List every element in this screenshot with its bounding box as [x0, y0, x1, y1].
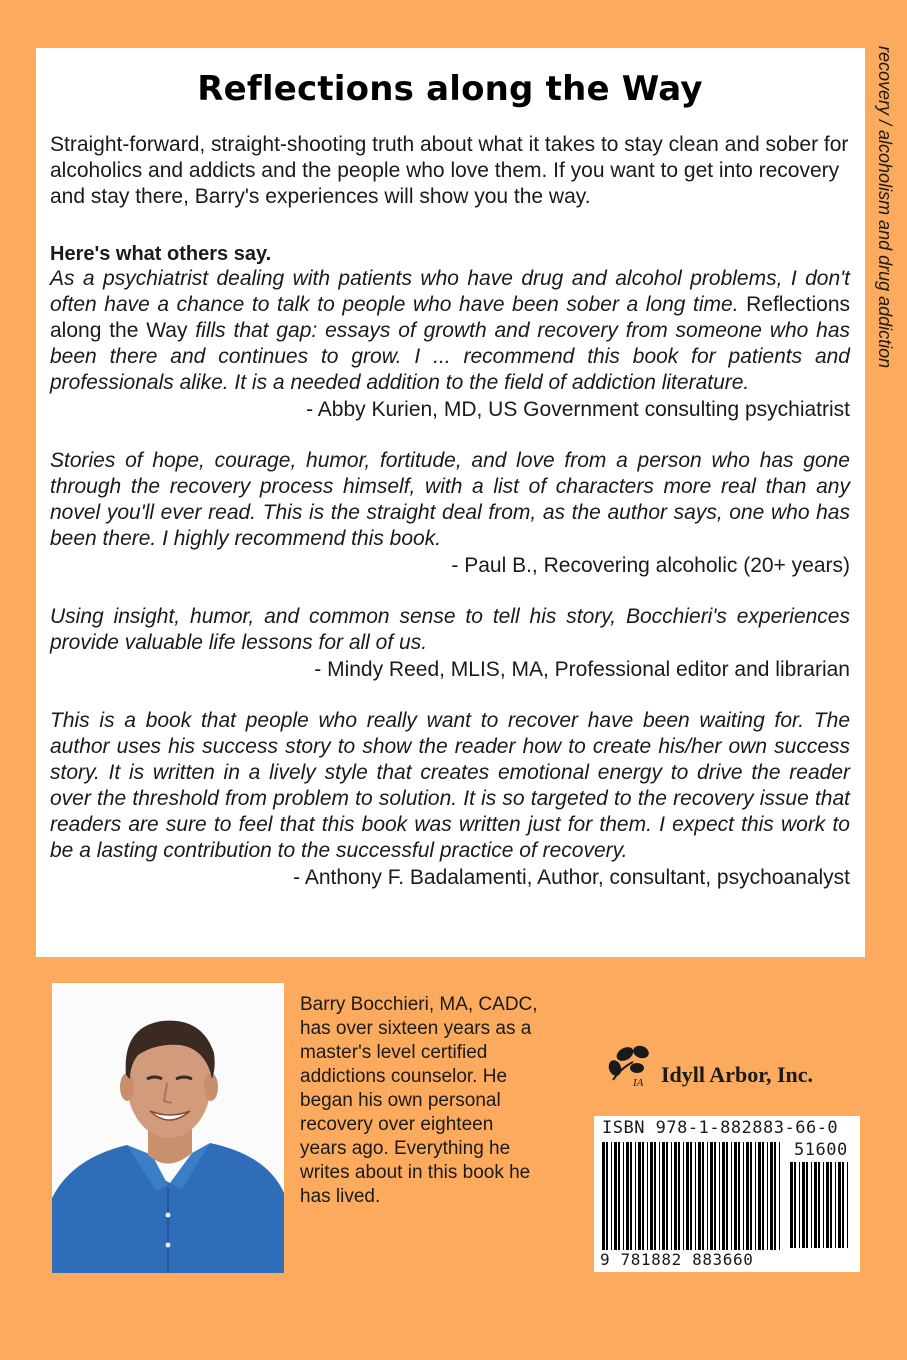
barcode-bar: [686, 1142, 689, 1250]
ean-barcode-bars: [602, 1142, 784, 1250]
review-attribution: - Anthony F. Badalamenti, Author, consultant, psychoanalyst: [293, 866, 850, 889]
isbn-number: ISBN 978-1-882883-66-0: [602, 1118, 839, 1138]
barcode-bar: [683, 1142, 684, 1250]
barcode-bar: [826, 1162, 829, 1248]
barcode-bar: [738, 1142, 740, 1250]
reviews-heading: Here's what others say.: [50, 243, 272, 265]
barcode-bar: [666, 1142, 668, 1250]
barcode-bar: [774, 1142, 776, 1250]
barcode-bar: [674, 1142, 677, 1250]
author-bio: Barry Bocchieri, MA, CADC, has over sixteen years as a master's level certified addictions counselor. He began his own personal recovery over eighteen years ago. Everything he writes about in this book he has lived.: [300, 994, 538, 1207]
review-quote: This is a book that people who really want to recover have been waiting for. The author uses his success story to show the reader how to create his/her own success story. It is written in a lively style that creates emotional energy to drive the reader over the threshold from problem to solution. It is so targeted to the recovery issue that readers are sure to feel that this book was written just for them. I expect this work to be a lasting contribution to the successful practice of recovery.: [50, 709, 850, 862]
barcode-bar: [794, 1162, 796, 1248]
barcode-bar: [726, 1142, 728, 1250]
barcode-bar: [714, 1142, 716, 1250]
barcode-bar: [838, 1162, 841, 1248]
review-quote: Stories of hope, courage, humor, fortitude, and love from a person who has gone through the recovery process himself, with a list of characters more real than any novel you'll ever read. This is the straight deal from, as the author says, one who has been there. I highly recommend this book.: [50, 449, 850, 550]
barcode-bar: [707, 1142, 708, 1250]
barcode-bar: [770, 1142, 773, 1250]
barcode-bar: [818, 1162, 820, 1248]
barcode-bar: [779, 1142, 780, 1250]
ean-digits: 9 781882 883660: [600, 1250, 754, 1269]
barcode-bar: [731, 1142, 732, 1250]
barcode-bar: [799, 1162, 800, 1248]
category-label: recovery / alcoholism and drug addiction: [875, 46, 895, 369]
publisher-name: Idyll Arbor, Inc.: [661, 1062, 814, 1087]
publisher-block: [607, 1040, 857, 1090]
barcode-bar: [719, 1142, 720, 1250]
barcode-bar: [734, 1142, 737, 1250]
review-quote: Using insight, humor, and common sense to tell his story, Bocchieri's experiences provide valuable life lessons for all of us.: [50, 605, 850, 654]
review-text: fills that gap: essays of growth and recovery from someone who has been there and continues to grow. I ... recommend this book for patients and professionals alike. It is a needed addition to the field of addiction literature.: [50, 319, 851, 394]
review-attribution: - Mindy Reed, MLIS, MA, Professional editor and librarian: [314, 658, 850, 681]
barcode-bar: [690, 1142, 692, 1250]
review-attribution: - Paul B., Recovering alcoholic (20+ years): [451, 554, 850, 577]
publisher-logo-initials: IA: [633, 1077, 644, 1088]
barcode-bar: [678, 1142, 680, 1250]
barcode-bar: [618, 1142, 620, 1250]
barcode-bar: [750, 1142, 752, 1250]
barcode-bar: [698, 1142, 701, 1250]
price-barcode-bars: [790, 1162, 852, 1248]
barcode-bar: [671, 1142, 672, 1250]
barcode-bar: [662, 1142, 665, 1250]
barcode-bar: [814, 1162, 817, 1248]
barcode-bar: [602, 1142, 605, 1250]
author-portrait-illustration: [52, 983, 284, 1273]
barcode-bar: [630, 1142, 632, 1250]
barcode-bar: [614, 1142, 617, 1250]
isbn-barcode: [594, 1116, 860, 1272]
review-book-title: Reflections along the Way: [50, 293, 850, 342]
barcode-bar: [635, 1142, 636, 1250]
barcode-bar: [743, 1142, 744, 1250]
publisher-leaf-icon: [607, 1040, 655, 1088]
barcode-bar: [758, 1142, 761, 1250]
barcode-bar: [647, 1142, 648, 1250]
barcode-bar: [659, 1142, 660, 1250]
review-quote: [50, 266, 850, 396]
barcode-bar: [755, 1142, 756, 1250]
review-attribution: - Abby Kurien, MD, US Government consulting psychiatrist: [306, 398, 850, 421]
barcode-bar: [638, 1142, 641, 1250]
barcode-bar: [842, 1162, 844, 1248]
barcode-bar: [702, 1142, 704, 1250]
barcode-bar: [626, 1142, 629, 1250]
barcode-bar: [762, 1142, 764, 1250]
barcode-bar: [823, 1162, 824, 1248]
barcode-bar: [847, 1162, 848, 1248]
barcode-bar: [806, 1162, 808, 1248]
price-code: 51600: [794, 1140, 848, 1160]
barcode-bar: [722, 1142, 725, 1250]
barcode-bar: [802, 1162, 805, 1248]
barcode-bar: [767, 1142, 768, 1250]
book-title: Reflections along the Way: [197, 69, 703, 109]
review-panel: [36, 48, 865, 957]
barcode-bar: [790, 1162, 793, 1248]
barcode-bar: [830, 1162, 832, 1248]
barcode-bar: [695, 1142, 696, 1250]
barcode-bar: [650, 1142, 653, 1250]
barcode-bar: [835, 1162, 836, 1248]
barcode-bar: [606, 1142, 608, 1250]
review-text: As a psychiatrist dealing with patients who have drug and alcohol problems, I don't often have a chance to talk to people who have been sober a long time.: [50, 267, 850, 316]
barcode-bar: [710, 1142, 713, 1250]
barcode-bar: [654, 1142, 656, 1250]
barcode-bar: [746, 1142, 749, 1250]
barcode-bar: [623, 1142, 624, 1250]
author-photo: [52, 983, 284, 1273]
barcode-bar: [811, 1162, 812, 1248]
barcode-bar: [642, 1142, 644, 1250]
barcode-bar: [611, 1142, 612, 1250]
intro-blurb: Straight-forward, straight-shooting truth about what it takes to stay clean and sober for alcoholics and addicts and the people who love them. If you want to get into recovery and stay there, Barry's experiences will show you the way.: [50, 133, 849, 208]
